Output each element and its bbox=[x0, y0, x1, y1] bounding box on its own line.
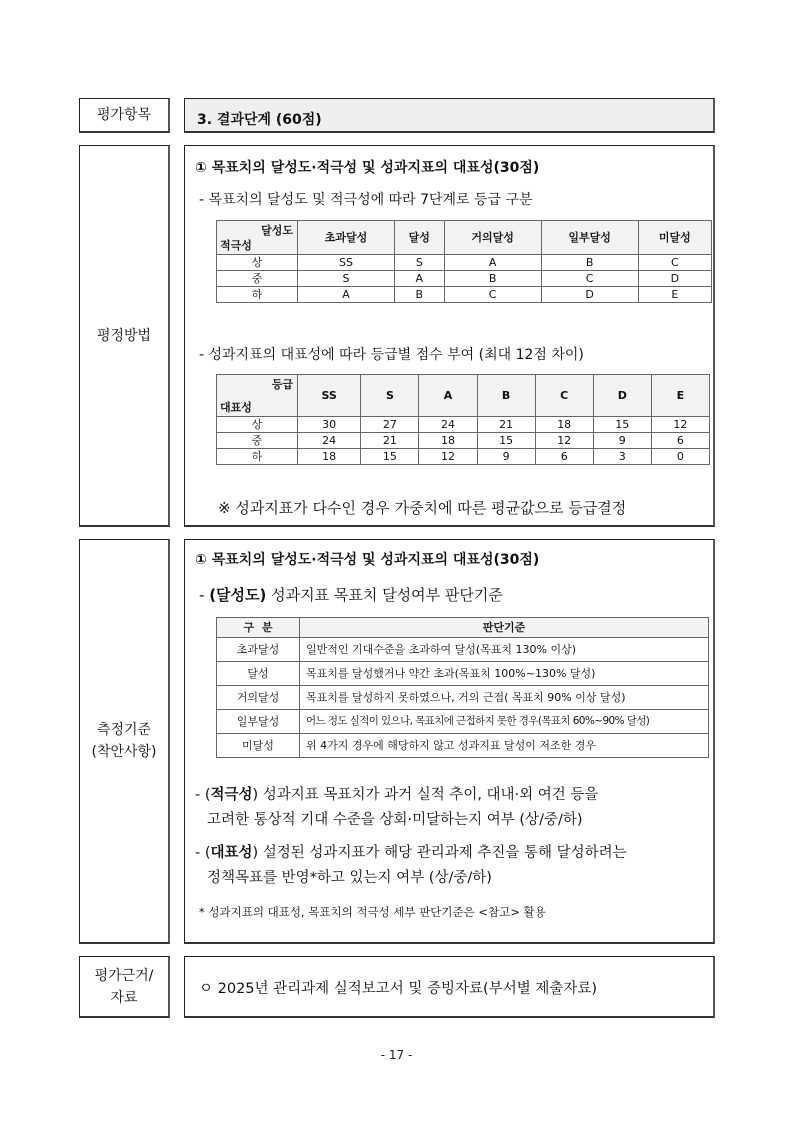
proactive-term: 적극성 bbox=[210, 787, 253, 803]
table-row bbox=[217, 255, 712, 271]
achievement-text: 성과지표 목표치 달성여부 판단기준 bbox=[266, 586, 503, 604]
score-cell: 18 bbox=[535, 417, 593, 433]
criteria-footnote: * 성과지표의 대표성, 목표치의 적극성 세부 판단기준은 <참고> 활용 bbox=[199, 905, 546, 919]
table-row bbox=[217, 287, 712, 303]
corner-top-label: 달성도 bbox=[261, 224, 293, 237]
score-cell: 24 bbox=[419, 417, 477, 433]
grade-cell: B bbox=[541, 255, 638, 271]
table-row bbox=[217, 449, 710, 465]
score-cell: 27 bbox=[361, 417, 419, 433]
grade-col-header: 달성 bbox=[395, 221, 445, 255]
section-label-box bbox=[79, 98, 170, 133]
criteria-category: 미달성 bbox=[217, 734, 300, 758]
grade-table bbox=[216, 220, 712, 303]
method-line-grade: - 목표치의 달성도 및 적극성에 따라 7단계로 등급 구분 bbox=[199, 192, 533, 208]
row-label: 중 bbox=[217, 433, 298, 449]
criteria-table bbox=[216, 617, 709, 758]
criteria-label-box bbox=[79, 539, 170, 944]
criteria-desc: 목표치를 달성하지 못하였으나, 거의 근접( 목표치 90% 이상 달성) bbox=[300, 686, 709, 710]
grade-cell: C bbox=[638, 255, 711, 271]
criteria-category: 거의달성 bbox=[217, 686, 300, 710]
grade-cell: D bbox=[541, 287, 638, 303]
table-row bbox=[217, 662, 709, 686]
score-cell: 21 bbox=[361, 433, 419, 449]
criteria-heading: ① 목표치의 달성도·적극성 및 성과지표의 대표성(30점) bbox=[195, 552, 540, 568]
criteria-header-criteria: 판단기준 bbox=[300, 618, 709, 638]
corner-top-label: 등급 bbox=[271, 378, 293, 391]
score-cell: 12 bbox=[651, 417, 709, 433]
proactive-line2: 고려한 통상적 기대 수준을 상회·미달하는지 여부 (상/중/하) bbox=[207, 812, 583, 828]
score-col-header: C bbox=[535, 375, 593, 417]
table-row bbox=[217, 271, 712, 287]
table-row bbox=[217, 686, 709, 710]
table-row bbox=[217, 433, 710, 449]
method-line-score: - 성과지표의 대표성에 따라 등급별 점수 부여 (최대 12점 차이) bbox=[199, 347, 584, 363]
grade-table-corner bbox=[217, 221, 298, 255]
grade-cell: A bbox=[298, 287, 395, 303]
bullet-dash: - bbox=[199, 586, 210, 604]
section-title-box bbox=[184, 98, 715, 133]
representative-line2: 정책목표를 반영*하고 있는지 여부 (상/중/하) bbox=[207, 870, 492, 886]
criteria-desc: 일반적인 기대수준을 초과하여 달성(목표치 130% 이상) bbox=[300, 638, 709, 662]
grade-col-header: 초과달성 bbox=[298, 221, 395, 255]
criteria-label-line2: (착안사항) bbox=[91, 744, 157, 760]
score-cell: 21 bbox=[477, 417, 535, 433]
score-table-corner bbox=[217, 375, 298, 417]
score-cell: 12 bbox=[535, 433, 593, 449]
page-number: - 17 - bbox=[380, 1048, 413, 1062]
score-cell: 6 bbox=[535, 449, 593, 465]
grade-cell: A bbox=[444, 255, 541, 271]
criteria-label-line1: 측정기준 bbox=[96, 722, 152, 738]
score-cell: 6 bbox=[651, 433, 709, 449]
evidence-label-line1: 평가근거/ bbox=[94, 967, 154, 984]
method-label-box bbox=[79, 145, 170, 527]
method-content-box bbox=[184, 145, 715, 527]
row-label: 하 bbox=[217, 449, 298, 465]
score-col-header: S bbox=[361, 375, 419, 417]
criteria-category: 일부달성 bbox=[217, 710, 300, 734]
score-table bbox=[216, 374, 710, 465]
score-col-header: A bbox=[419, 375, 477, 417]
table-row bbox=[217, 734, 709, 758]
achievement-term: (달성도) bbox=[209, 586, 267, 604]
criteria-desc: 어느 정도 실적이 있으나, 목표치에 근접하지 못한 경우(목표치 60%~90% 달성) bbox=[300, 710, 709, 734]
representative-text: ) 설정된 성과지표가 해당 관리과제 추진을 통해 달성하려는 bbox=[252, 845, 627, 861]
grade-cell: C bbox=[444, 287, 541, 303]
method-heading: ① 목표치의 달성도·적극성 및 성과지표의 대표성(30점) bbox=[195, 160, 540, 176]
grade-cell: A bbox=[395, 271, 445, 287]
score-cell: 15 bbox=[477, 433, 535, 449]
achievement-line bbox=[199, 584, 503, 605]
row-label: 상 bbox=[217, 255, 298, 271]
row-label: 상 bbox=[217, 417, 298, 433]
criteria-content-box bbox=[184, 539, 715, 944]
grade-col-header: 미달성 bbox=[638, 221, 711, 255]
grade-cell: B bbox=[395, 287, 445, 303]
table-row bbox=[217, 710, 709, 734]
score-cell: 18 bbox=[419, 433, 477, 449]
evidence-label-box bbox=[79, 956, 170, 1018]
grade-col-header: 일부달성 bbox=[541, 221, 638, 255]
grade-cell: C bbox=[541, 271, 638, 287]
table-row bbox=[217, 638, 709, 662]
bullet-dash: - ( bbox=[195, 787, 211, 803]
evidence-text: ㅇ 2025년 관리과제 실적보고서 및 증빙자료(부서별 제출자료) bbox=[199, 981, 598, 997]
method-label: 평정방법 bbox=[96, 327, 152, 344]
grade-col-header: 거의달성 bbox=[444, 221, 541, 255]
score-cell: 15 bbox=[593, 417, 651, 433]
section-title: 3. 결과단계 (60점) bbox=[197, 112, 322, 128]
score-cell: 15 bbox=[361, 449, 419, 465]
proactive-line1 bbox=[195, 783, 598, 804]
score-cell: 3 bbox=[593, 449, 651, 465]
corner-bottom-label: 대표성 bbox=[220, 401, 252, 414]
table-row bbox=[217, 417, 710, 433]
representative-term: 대표성 bbox=[210, 845, 253, 861]
grade-cell: E bbox=[638, 287, 711, 303]
score-cell: 12 bbox=[419, 449, 477, 465]
grade-cell: B bbox=[444, 271, 541, 287]
grade-cell: S bbox=[298, 271, 395, 287]
criteria-header-category: 구 분 bbox=[217, 618, 300, 638]
criteria-desc: 목표치를 달성했거나 약간 초과(목표치 100%~130% 달성) bbox=[300, 662, 709, 686]
representative-line1 bbox=[195, 841, 627, 862]
evidence-content-box bbox=[184, 956, 715, 1018]
score-col-header: D bbox=[593, 375, 651, 417]
criteria-category: 초과달성 bbox=[217, 638, 300, 662]
proactive-text: ) 성과지표 목표치가 과거 실적 추이, 대내·외 여건 등을 bbox=[252, 787, 599, 803]
method-note: ※ 성과지표가 다수인 경우 가중치에 따른 평균값으로 등급결정 bbox=[218, 499, 627, 517]
criteria-category: 달성 bbox=[217, 662, 300, 686]
score-cell: 24 bbox=[298, 433, 361, 449]
score-col-header: SS bbox=[298, 375, 361, 417]
evidence-label-line2: 자료 bbox=[110, 989, 138, 1006]
score-col-header: B bbox=[477, 375, 535, 417]
grade-cell: S bbox=[395, 255, 445, 271]
row-label: 중 bbox=[217, 271, 298, 287]
criteria-desc: 위 4가지 경우에 해당하지 않고 성과지표 달성이 저조한 경우 bbox=[300, 734, 709, 758]
score-cell: 30 bbox=[298, 417, 361, 433]
grade-cell: SS bbox=[298, 255, 395, 271]
grade-cell: D bbox=[638, 271, 711, 287]
corner-bottom-label: 적극성 bbox=[220, 239, 252, 252]
section-label: 평가항목 bbox=[96, 107, 152, 123]
score-cell: 9 bbox=[477, 449, 535, 465]
bullet-dash: - ( bbox=[195, 845, 211, 861]
score-col-header: E bbox=[651, 375, 709, 417]
row-label: 하 bbox=[217, 287, 298, 303]
score-cell: 9 bbox=[593, 433, 651, 449]
score-cell: 0 bbox=[651, 449, 709, 465]
score-cell: 18 bbox=[298, 449, 361, 465]
